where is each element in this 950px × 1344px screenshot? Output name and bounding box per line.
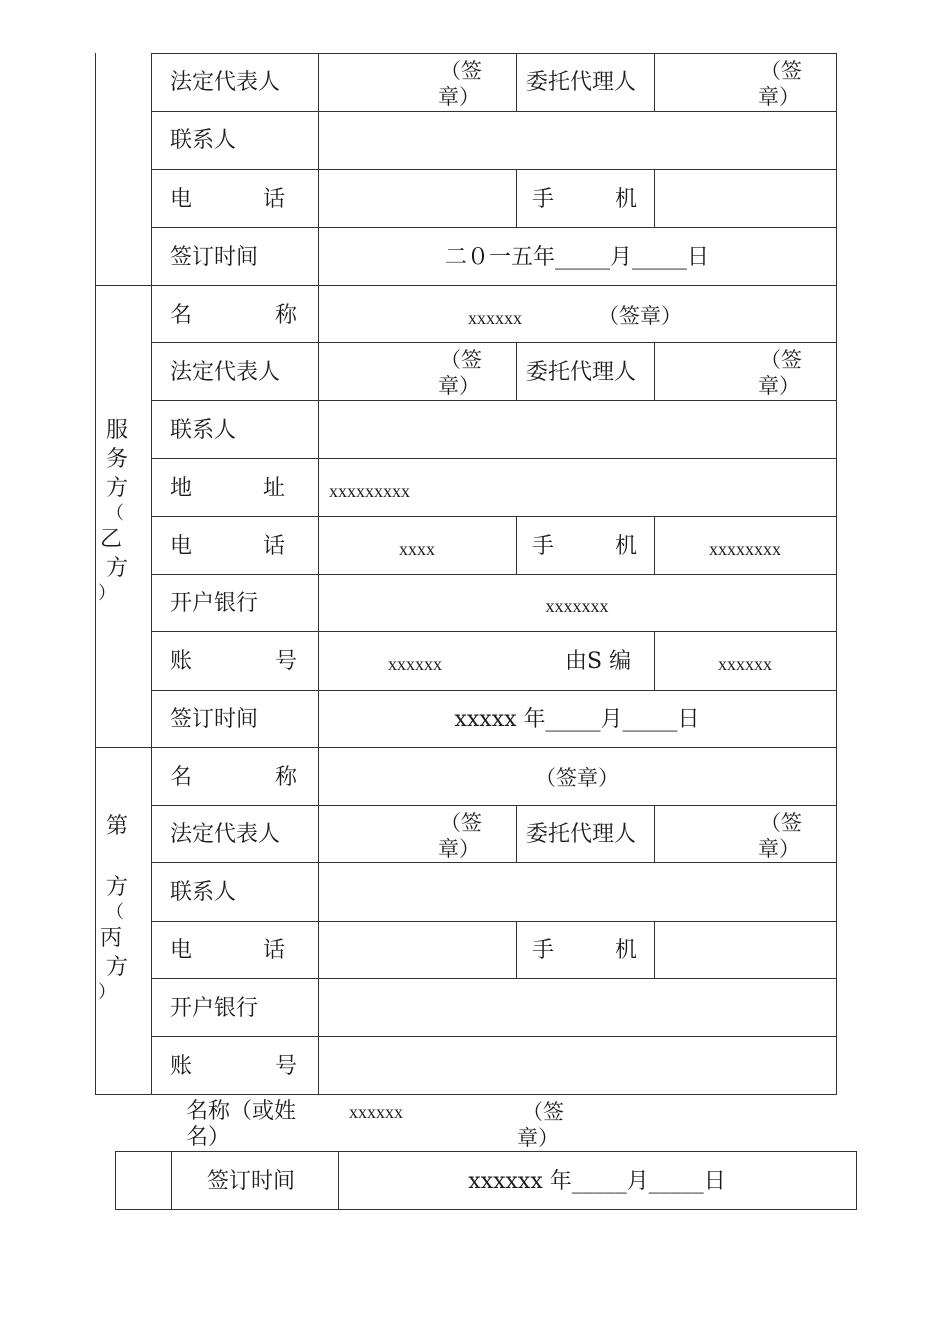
phone-label-char: 电 bbox=[170, 187, 193, 212]
account-label-char: 号 bbox=[274, 649, 297, 674]
seal-text: （签 bbox=[760, 59, 802, 83]
grid-line bbox=[151, 805, 837, 806]
side-char: （ bbox=[106, 902, 124, 923]
sign-time-value: xxxxxx 年_____月_____日 bbox=[468, 1169, 726, 1194]
side-char: 务 bbox=[106, 447, 129, 472]
bottom-name-value: xxxxxx bbox=[349, 1102, 403, 1122]
address-label bbox=[170, 476, 285, 502]
grid-line bbox=[151, 921, 837, 922]
seal-text: （签 bbox=[440, 348, 482, 372]
side-label-party-c bbox=[98, 873, 140, 1004]
side-label-party-c-top: 第 bbox=[106, 814, 129, 839]
account-label-char: 账 bbox=[170, 649, 193, 674]
side-char: ） bbox=[98, 583, 116, 604]
mobile-label-char: 机 bbox=[614, 938, 637, 963]
grid-line bbox=[654, 53, 655, 111]
grid-line bbox=[151, 53, 837, 54]
seal-text: （签 bbox=[760, 348, 802, 372]
seal-text: （签 bbox=[760, 811, 802, 835]
bank-label: 开户银行 bbox=[170, 591, 259, 616]
seal-text: （签 bbox=[522, 1100, 564, 1124]
legal-rep-label: 法定代表人 bbox=[170, 822, 281, 847]
grid-line bbox=[151, 342, 837, 343]
grid-line bbox=[516, 342, 517, 400]
grid-line bbox=[151, 631, 837, 632]
name-label bbox=[170, 765, 297, 791]
grid-line bbox=[151, 690, 837, 691]
address-label-char: 地 bbox=[170, 476, 193, 501]
phone-label bbox=[170, 534, 285, 560]
grid-line bbox=[115, 1151, 116, 1210]
bank-label: 开户银行 bbox=[170, 996, 259, 1021]
agent-label: 委托代理人 bbox=[526, 70, 637, 95]
side-char: 方 bbox=[106, 476, 129, 501]
phone-label-char: 话 bbox=[262, 938, 285, 963]
grid-line bbox=[151, 574, 837, 575]
side-char: 丙 bbox=[100, 926, 123, 951]
side-char: 服 bbox=[106, 418, 129, 443]
phone-label bbox=[170, 938, 285, 964]
grid-line bbox=[516, 516, 517, 574]
grid-line bbox=[654, 169, 655, 227]
sign-time-value: 二０一五年_____月_____日 bbox=[444, 245, 709, 270]
side-char: 方 bbox=[106, 556, 129, 581]
grid-line bbox=[171, 1151, 172, 1210]
phone-label-char: 话 bbox=[262, 187, 285, 212]
account-label bbox=[170, 1054, 297, 1080]
phone-value: xxxx bbox=[399, 539, 435, 559]
grid-line bbox=[115, 1209, 857, 1210]
legal-rep-label: 法定代表人 bbox=[170, 70, 281, 95]
seal-text: 章） bbox=[517, 1126, 559, 1150]
postcode-label: 由S 编 bbox=[565, 649, 632, 674]
mobile-label-char: 手 bbox=[532, 938, 555, 963]
side-char: 乙 bbox=[100, 527, 123, 552]
grid-line bbox=[151, 516, 837, 517]
sign-time-value: xxxxx 年_____月_____日 bbox=[454, 707, 700, 732]
mobile-value: xxxxxxxx bbox=[709, 539, 781, 559]
grid-line bbox=[654, 342, 655, 400]
grid-line bbox=[516, 805, 517, 862]
contact-label: 联系人 bbox=[170, 880, 237, 905]
grid-line bbox=[151, 978, 837, 979]
phone-label-char: 电 bbox=[170, 534, 193, 559]
account-label bbox=[170, 649, 297, 675]
name-value: xxxxxx bbox=[468, 308, 522, 328]
seal-text: 章） bbox=[438, 85, 480, 109]
grid-line bbox=[654, 805, 655, 862]
name-or-person-label: 名称（或姓 bbox=[186, 1099, 297, 1124]
grid-line bbox=[516, 921, 517, 978]
name-label-char: 称 bbox=[274, 765, 297, 790]
name-label-char: 名 bbox=[170, 303, 193, 328]
sign-time-label: 签订时间 bbox=[170, 245, 259, 270]
seal-text: （签 bbox=[440, 59, 482, 83]
mobile-label bbox=[532, 938, 637, 964]
account-value: xxxxxx bbox=[388, 654, 442, 674]
account-label-char: 号 bbox=[274, 1054, 297, 1079]
grid-line bbox=[115, 1151, 857, 1152]
mobile-label-char: 机 bbox=[614, 187, 637, 212]
grid-line bbox=[95, 53, 96, 1094]
phone-label-char: 话 bbox=[262, 534, 285, 559]
address-label-char: 址 bbox=[262, 476, 285, 501]
mobile-label-char: 机 bbox=[614, 534, 637, 559]
account-label-char: 账 bbox=[170, 1054, 193, 1079]
name-or-person-label-cont: 名） bbox=[186, 1125, 231, 1150]
name-label-char: 名 bbox=[170, 765, 193, 790]
mobile-label bbox=[532, 187, 637, 213]
grid-line bbox=[151, 169, 837, 170]
grid-line bbox=[151, 862, 837, 863]
grid-line bbox=[151, 1036, 837, 1037]
agent-label: 委托代理人 bbox=[526, 822, 637, 847]
name-seal: （签章） bbox=[598, 304, 682, 328]
seal-text: 章） bbox=[438, 837, 480, 861]
sign-time-label: 签订时间 bbox=[207, 1169, 296, 1194]
mobile-label bbox=[532, 534, 637, 560]
side-char: 方 bbox=[106, 875, 129, 900]
phone-label-char: 电 bbox=[170, 938, 193, 963]
contact-label: 联系人 bbox=[170, 128, 237, 153]
seal-text: 章） bbox=[438, 374, 480, 398]
grid-line bbox=[95, 285, 837, 286]
grid-line bbox=[95, 747, 837, 748]
grid-line bbox=[151, 400, 837, 401]
side-char: （ bbox=[106, 503, 124, 524]
seal-text: 章） bbox=[758, 374, 800, 398]
mobile-label-char: 手 bbox=[532, 534, 555, 559]
grid-line bbox=[856, 1151, 857, 1210]
seal-text: （签 bbox=[440, 811, 482, 835]
seal-text: 章） bbox=[758, 85, 800, 109]
grid-line bbox=[654, 921, 655, 978]
contact-label: 联系人 bbox=[170, 418, 237, 443]
grid-line bbox=[516, 53, 517, 111]
side-char: ） bbox=[98, 982, 116, 1003]
name-label bbox=[170, 303, 297, 329]
side-label-party-b bbox=[98, 416, 140, 605]
postcode-value: xxxxxx bbox=[718, 654, 772, 674]
grid-line bbox=[151, 227, 837, 228]
address-value: xxxxxxxxx bbox=[329, 481, 410, 501]
sign-time-label: 签订时间 bbox=[170, 707, 259, 732]
grid-line bbox=[151, 111, 837, 112]
name-seal: （签章） bbox=[535, 766, 619, 790]
grid-line bbox=[95, 1094, 837, 1095]
grid-line bbox=[516, 169, 517, 227]
agent-label: 委托代理人 bbox=[526, 360, 637, 385]
legal-rep-label: 法定代表人 bbox=[170, 360, 281, 385]
name-label-char: 称 bbox=[274, 303, 297, 328]
mobile-label-char: 手 bbox=[532, 187, 555, 212]
bank-value: xxxxxxx bbox=[545, 596, 609, 616]
side-char: 方 bbox=[106, 955, 129, 980]
grid-line bbox=[151, 458, 837, 459]
phone-label bbox=[170, 187, 285, 213]
seal-text: 章） bbox=[758, 837, 800, 861]
